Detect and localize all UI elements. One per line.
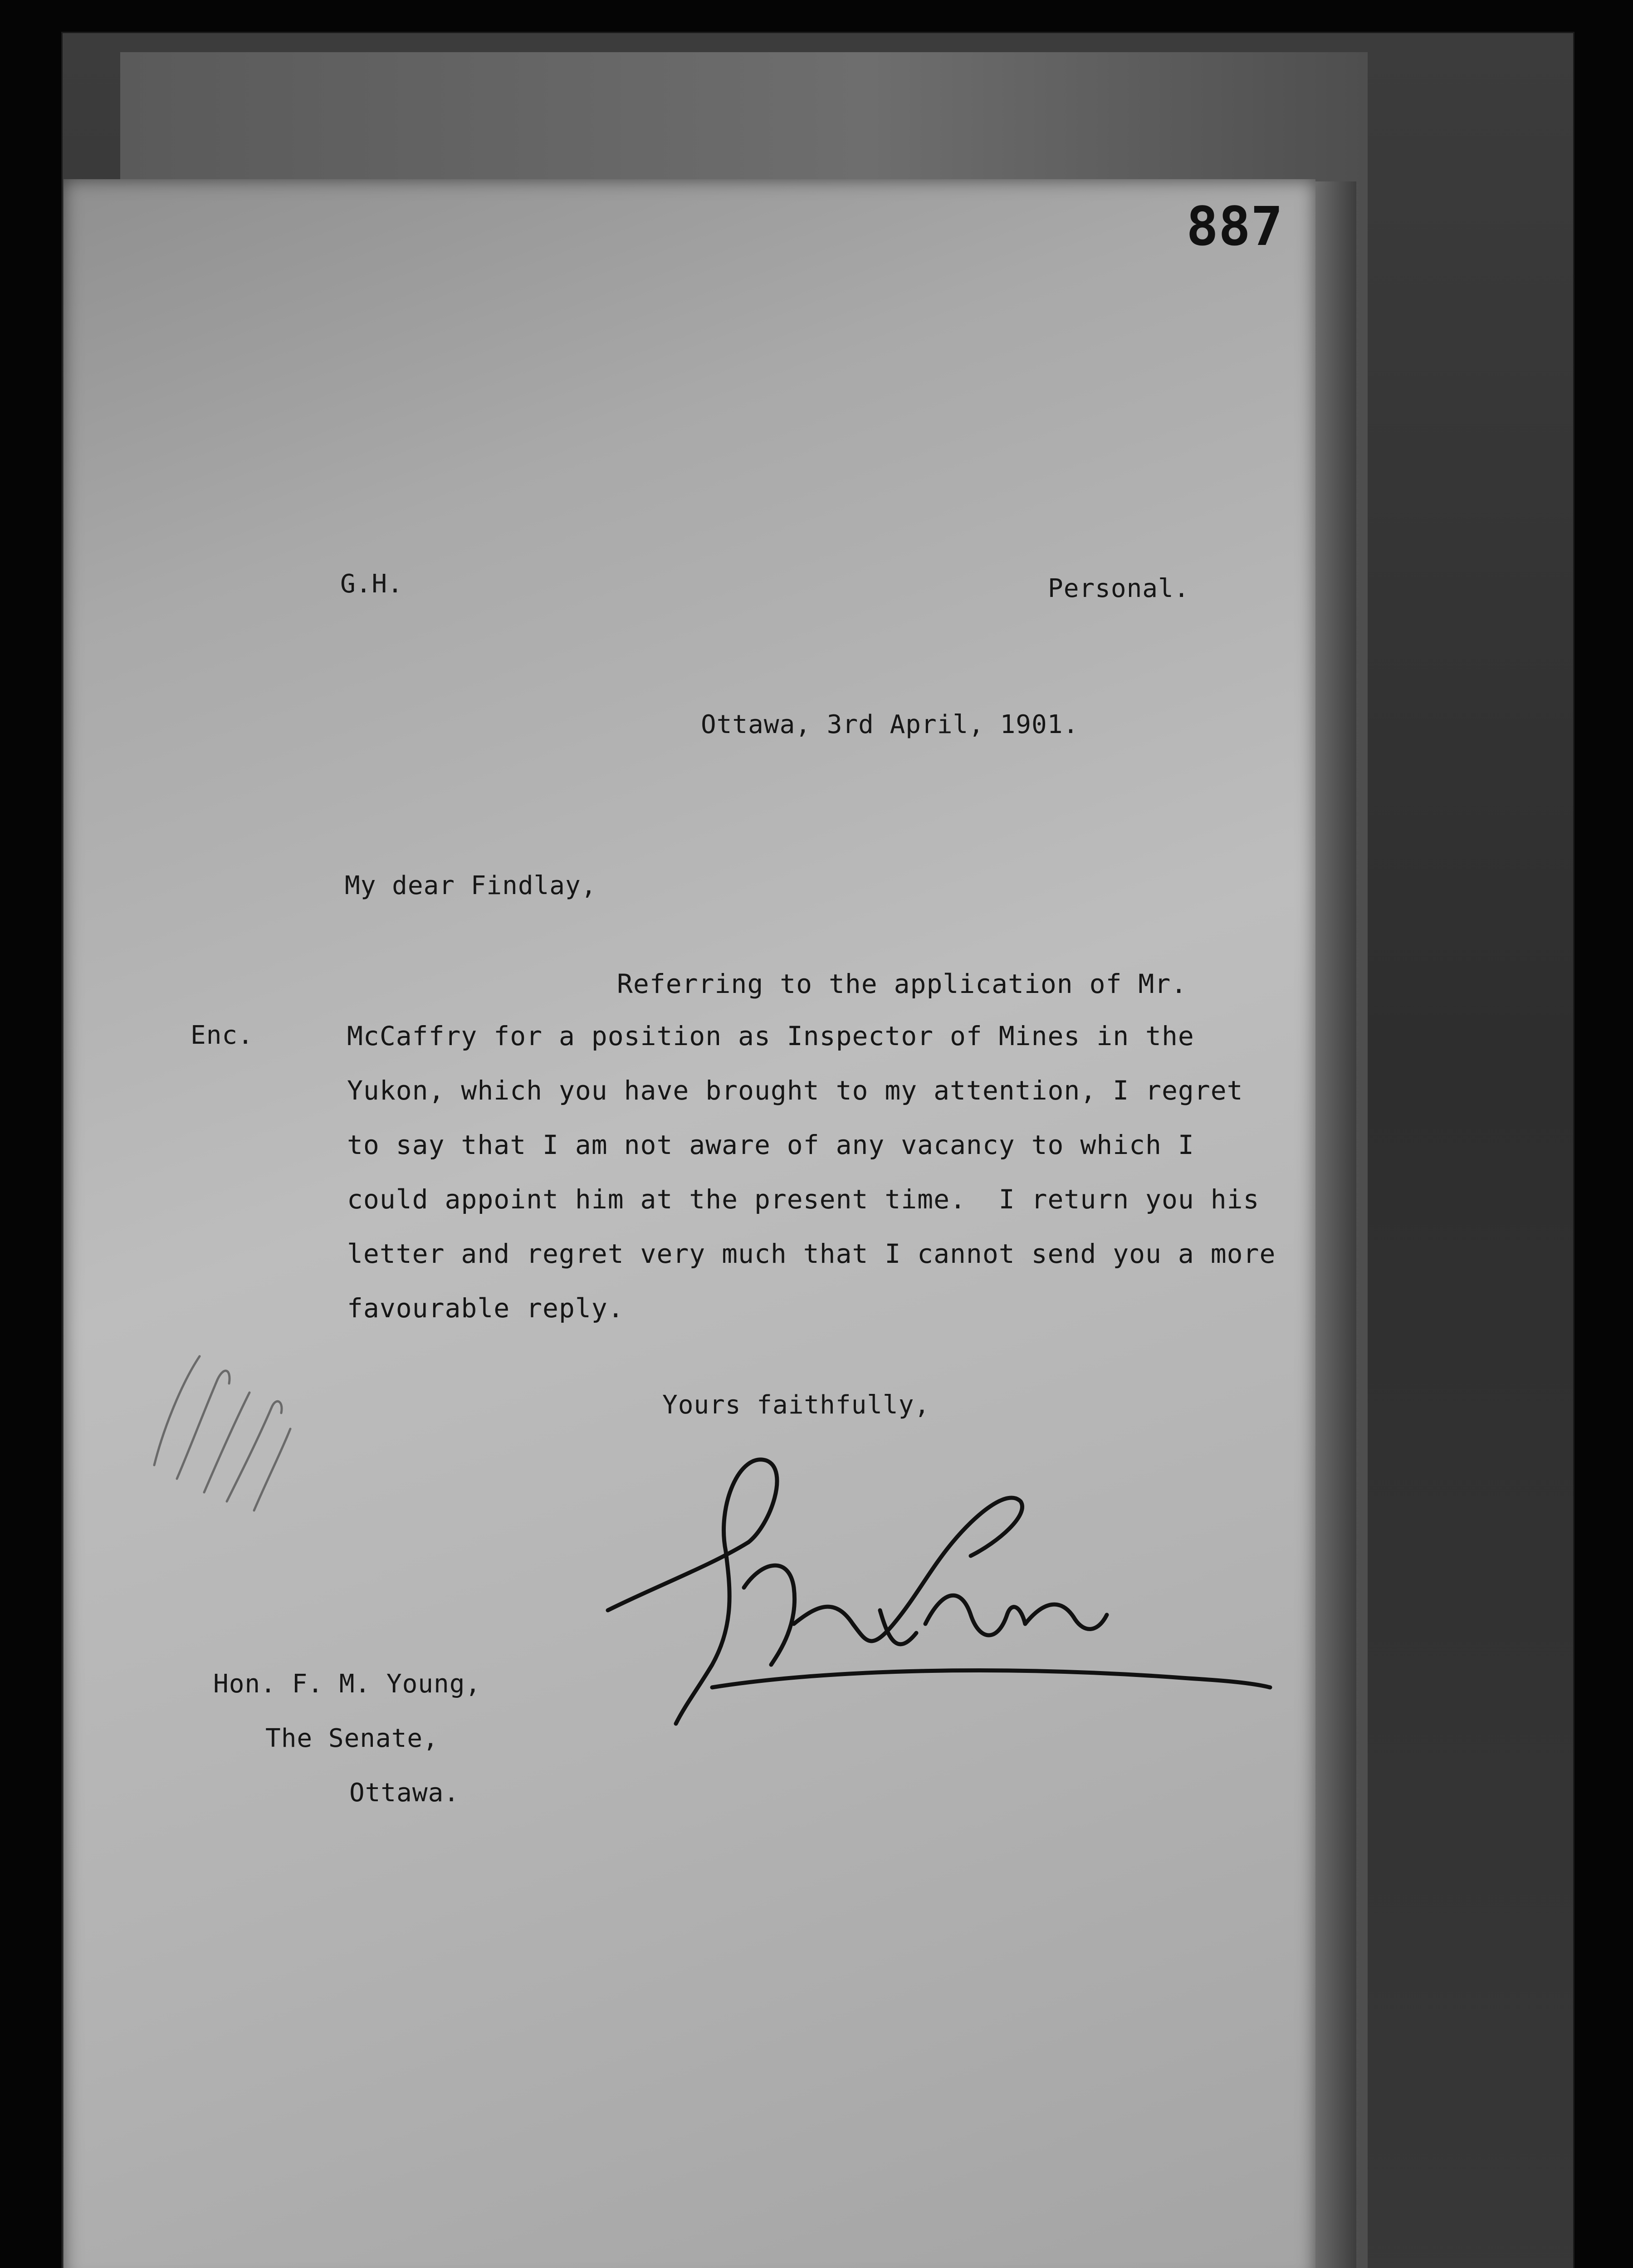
closing: Yours faithfully, xyxy=(662,1390,930,1420)
recipient-line-2: The Senate, xyxy=(265,1724,439,1753)
body-line: Yukon, which you have brought to my attention, I regret xyxy=(347,1075,1243,1106)
sheet-edge-shadow xyxy=(1315,181,1356,2268)
body-line: letter and regret very much that I cannot send you a more xyxy=(347,1238,1276,1269)
header-code: G.H. xyxy=(340,569,403,599)
salutation: My dear Findlay, xyxy=(345,871,597,900)
recipient-line-3: Ottawa. xyxy=(349,1778,460,1808)
dateline: Ottawa, 3rd April, 1901. xyxy=(701,710,1079,739)
enclosure-note: Enc. xyxy=(191,1021,254,1050)
body-line: to say that I am not aware of any vacancy to which I xyxy=(347,1129,1194,1160)
signature xyxy=(599,1452,1279,1796)
recipient-line-1: Hon. F. M. Young, xyxy=(213,1669,481,1699)
body-line: Referring to the application of Mr. xyxy=(617,968,1188,999)
body-line: McCaffry for a position as Inspector of Mines in the xyxy=(347,1021,1194,1051)
body-line: could appoint him at the present time. I return you his xyxy=(347,1184,1260,1215)
classification: Personal. xyxy=(1048,574,1190,603)
body-line: favourable reply. xyxy=(347,1293,624,1324)
letter-sheet xyxy=(64,179,1315,2268)
folio-number: 887 xyxy=(1186,195,1283,258)
handwritten-margin-note xyxy=(127,1329,318,1520)
